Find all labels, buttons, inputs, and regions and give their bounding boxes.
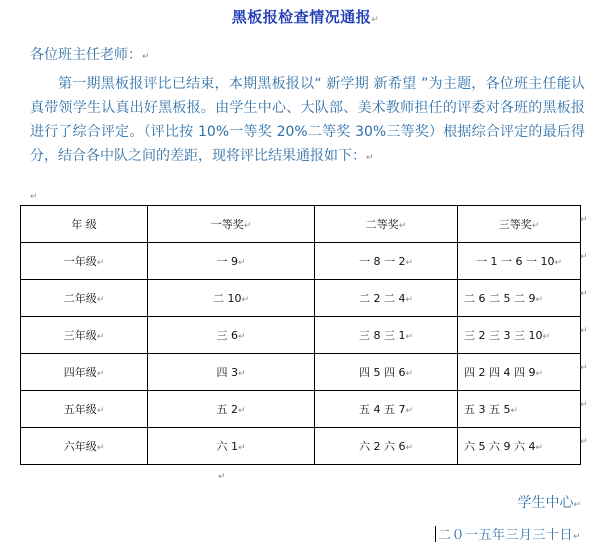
paragraph-mark-icon: ↵ (554, 258, 563, 268)
paragraph-mark-icon: ↵ (366, 153, 374, 163)
table-cell[interactable]: 五 3 五 5↵ (458, 391, 581, 428)
paragraph-mark-icon: ↵ (531, 221, 540, 231)
table-cell[interactable]: 二年级↵ (21, 280, 148, 317)
paragraph-mark-icon: ↵ (96, 443, 105, 453)
paragraph-mark-icon: ↵ (405, 443, 414, 453)
signature-date-text: 二０一五年三月三十日 (437, 528, 573, 543)
table-row (21, 391, 581, 428)
paragraph-mark-icon: ↵ (535, 443, 544, 453)
paragraph-mark-icon: ↵ (573, 500, 581, 510)
table-row (21, 428, 581, 465)
table-cell[interactable]: 二 10↵ (148, 280, 315, 317)
document-title (0, 6, 611, 27)
table-cell[interactable]: 三 6↵ (148, 317, 315, 354)
paragraph-mark-icon: ↵ (96, 332, 105, 342)
header-cell-first-prize[interactable]: 一等奖↵ (148, 206, 315, 243)
paragraph-mark-icon: ↵ (96, 258, 105, 268)
table-cell[interactable]: 三 8 三 1↵ (315, 317, 458, 354)
table-cell[interactable]: 三 2 三 3 三 10↵ (458, 317, 581, 354)
paragraph-mark-icon: ↵ (405, 258, 414, 268)
header-cell-third-prize[interactable]: 三等奖↵ (458, 206, 581, 243)
table-cell[interactable]: 四年级↵ (21, 354, 148, 391)
table-cell[interactable]: 五 4 五 7↵ (315, 391, 458, 428)
header-cell-grade[interactable]: 年 级 (21, 206, 148, 243)
document-title-text: 黑板报检查情况通报 (231, 8, 372, 26)
table-row (21, 280, 581, 317)
paragraph-mark-icon: ↵ (237, 332, 246, 342)
paragraph-mark-icon: ↵ (142, 52, 150, 62)
paragraph-mark-icon: ↵ (241, 295, 250, 305)
header-cell-second-prize[interactable]: 二等奖↵ (315, 206, 458, 243)
body-paragraph-text: 第一期黑板报评比已结束，本期黑板报以“ 新学期 新希望 ”为主题，各位班主任能认真带领学生认真出好黑板报。由学生中心、大队部、美术教师担任的评委对各班的黑板报进行了综合评定。（评比按 10%一等奖 20%二等奖 30%三等奖）根据综合评定的最后得分，结合各中队之间的差距，现将评比结果通报如下： (30, 76, 585, 164)
table-cell[interactable]: 四 3↵ (148, 354, 315, 391)
table-cell[interactable]: 四 2 四 4 四 9↵ (458, 354, 581, 391)
table-cell[interactable]: 三年级↵ (21, 317, 148, 354)
paragraph-mark-icon: ↵ (535, 295, 544, 305)
table-cell[interactable]: 五 2↵ (148, 391, 315, 428)
paragraph-mark-icon: ↵ (535, 369, 544, 379)
text-cursor (435, 526, 436, 542)
table-row (21, 243, 581, 280)
paragraph-mark-icon: ↵ (580, 326, 588, 336)
table-cell[interactable]: 二 6 二 5 二 9↵ (458, 280, 581, 317)
paragraph-mark-icon: ↵ (580, 363, 588, 373)
paragraph-mark-icon: ↵ (237, 406, 246, 416)
paragraph-mark-icon: ↵ (580, 215, 588, 225)
table-cell[interactable]: 一年级↵ (21, 243, 148, 280)
paragraph-mark-icon: ↵ (405, 369, 414, 379)
paragraph-mark-icon: ↵ (572, 532, 581, 542)
paragraph-mark-icon: ↵ (237, 369, 246, 379)
signature-organization-text: 学生中心 (517, 495, 574, 511)
paragraph-mark-icon: ↵ (371, 15, 380, 25)
paragraph-mark-icon: ↵ (405, 332, 414, 342)
paragraph-mark-icon: ↵ (398, 221, 407, 231)
table-row (21, 317, 581, 354)
paragraph-mark-icon: ↵ (237, 258, 246, 268)
table-cell[interactable]: 四 5 四 6↵ (315, 354, 458, 391)
salutation-text: 各位班主任老师： (30, 47, 142, 63)
table-row (21, 354, 581, 391)
signature-organization[interactable] (517, 492, 581, 512)
table-cell[interactable]: 一 8 一 2↵ (315, 243, 458, 280)
table-cell[interactable]: 一 9↵ (148, 243, 315, 280)
paragraph-mark-icon: ↵ (405, 295, 414, 305)
body-paragraph[interactable] (30, 72, 585, 170)
paragraph-mark-icon: ↵ (243, 221, 252, 231)
paragraph-mark-icon: ↵ (580, 289, 588, 299)
paragraph-mark-icon: ↵ (510, 406, 519, 416)
paragraph-mark-icon: ↵ (405, 406, 414, 416)
paragraph-mark-icon: ↵ (542, 332, 551, 342)
paragraph-mark-icon: ↵ (96, 406, 105, 416)
table-cell[interactable]: 六 1↵ (148, 428, 315, 465)
paragraph-mark-icon: ↵ (580, 252, 588, 262)
awards-table[interactable] (20, 205, 581, 465)
table-header-row (21, 206, 581, 243)
paragraph-mark-icon: ↵ (580, 437, 588, 447)
signature-date[interactable] (435, 524, 581, 543)
table-cell[interactable]: 一 1 一 6 一 10↵ (458, 243, 581, 280)
paragraph-mark-icon: ↵ (96, 369, 105, 379)
paragraph-mark-icon: ↵ (96, 295, 105, 305)
table-cell[interactable]: 五年级↵ (21, 391, 148, 428)
table-cell[interactable]: 二 2 二 4↵ (315, 280, 458, 317)
table-cell[interactable]: 六 2 六 6↵ (315, 428, 458, 465)
paragraph-mark-icon: ↵ (580, 400, 588, 410)
table-cell[interactable]: 六年级↵ (21, 428, 148, 465)
paragraph-mark-icon: ↵ (30, 192, 38, 202)
salutation[interactable] (30, 44, 150, 64)
paragraph-mark-icon: ↵ (218, 472, 226, 482)
table-cell[interactable]: 六 5 六 9 六 4↵ (458, 428, 581, 465)
paragraph-mark-icon: ↵ (237, 443, 246, 453)
